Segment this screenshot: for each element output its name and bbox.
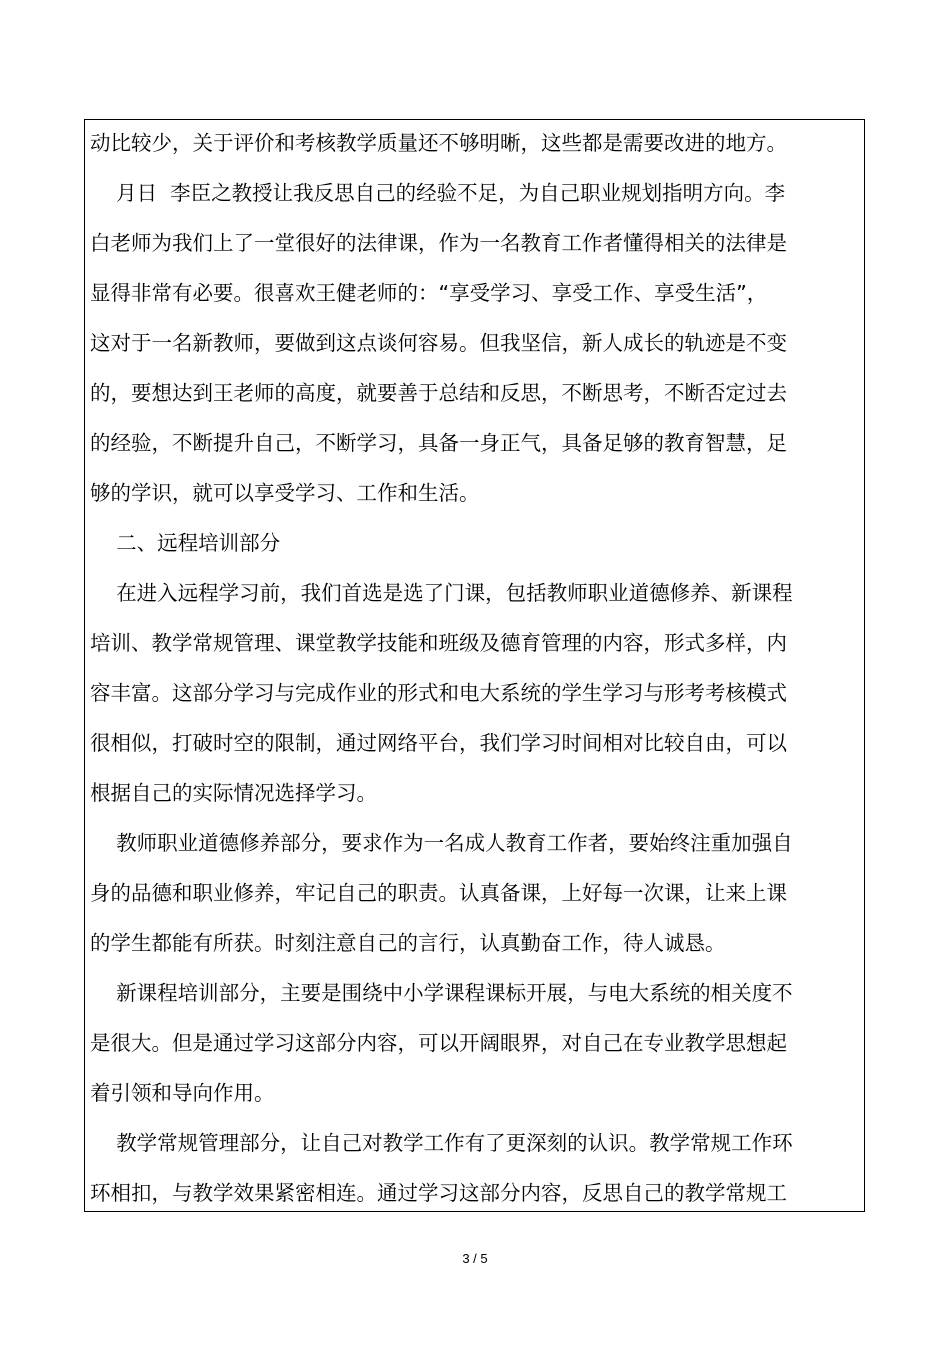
text-line: 在进入远程学习前，我们首选是选了门课，包括教师职业道德修养、新课程 xyxy=(90,581,793,605)
text-line: 教学常规管理部分，让自己对教学工作有了更深刻的认识。教学常规工作环 xyxy=(90,1131,793,1155)
text-line: 显得非常有必要。很喜欢王健老师的：“享受学习、享受工作、享受生活”， xyxy=(90,281,768,305)
text-line: 的，要想达到王老师的高度，就要善于总结和反思，不断思考，不断否定过去 xyxy=(90,381,787,405)
text-line: 动比较少，关于评价和考核教学质量还不够明晰，这些都是需要改进的地方。 xyxy=(90,131,787,155)
text-line: 环相扣，与教学效果紧密相连。通过学习这部分内容，反思自己的教学常规工 xyxy=(90,1181,787,1205)
text-line: 培训、教学常规管理、课堂教学技能和班级及德育管理的内容，形式多样，内 xyxy=(90,631,787,655)
text-line: 教师职业道德修养部分，要求作为一名成人教育工作者，要始终注重加强自 xyxy=(90,831,793,855)
page-number: 3 / 5 xyxy=(462,1251,488,1266)
text-line: 根据自己的实际情况选择学习。 xyxy=(90,781,377,805)
text-line: 着引领和导向作用。 xyxy=(90,1081,275,1105)
text-line: 够的学识，就可以享受学习、工作和生活。 xyxy=(90,481,480,505)
text-line: 容丰富。这部分学习与完成作业的形式和电大系统的学生学习与形考考核模式 xyxy=(90,681,787,705)
text-line: 是很大。但是通过学习这部分内容，可以开阔眼界，对自己在专业教学思想起 xyxy=(90,1031,787,1055)
text-line: 很相似，打破时空的限制，通过网络平台，我们学习时间相对比较自由，可以 xyxy=(90,731,787,755)
text-line: 的经验，不断提升自己，不断学习，具备一身正气，具备足够的教育智慧，足 xyxy=(90,431,787,455)
text-line: 白老师为我们上了一堂很好的法律课，作为一名教育工作者懂得相关的法律是 xyxy=(90,231,787,255)
text-line: 新课程培训部分，主要是围绕中小学课程课标开展，与电大系统的相关度不 xyxy=(90,981,793,1005)
text-line: 的学生都能有所获。时刻注意自己的言行，认真勤奋工作，待人诚恳。 xyxy=(90,931,726,955)
text-line: 这对于一名新教师，要做到这点谈何容易。但我坚信，新人成长的轨迹是不变 xyxy=(90,331,787,355)
text-line: 月日 李臣之教授让我反思自己的经验不足，为自己职业规划指明方向。李 xyxy=(90,181,786,205)
text-line: 身的品德和职业修养，牢记自己的职责。认真备课，上好每一次课，让来上课 xyxy=(90,881,787,905)
section-heading: 二、远程培训部分 xyxy=(90,531,281,555)
